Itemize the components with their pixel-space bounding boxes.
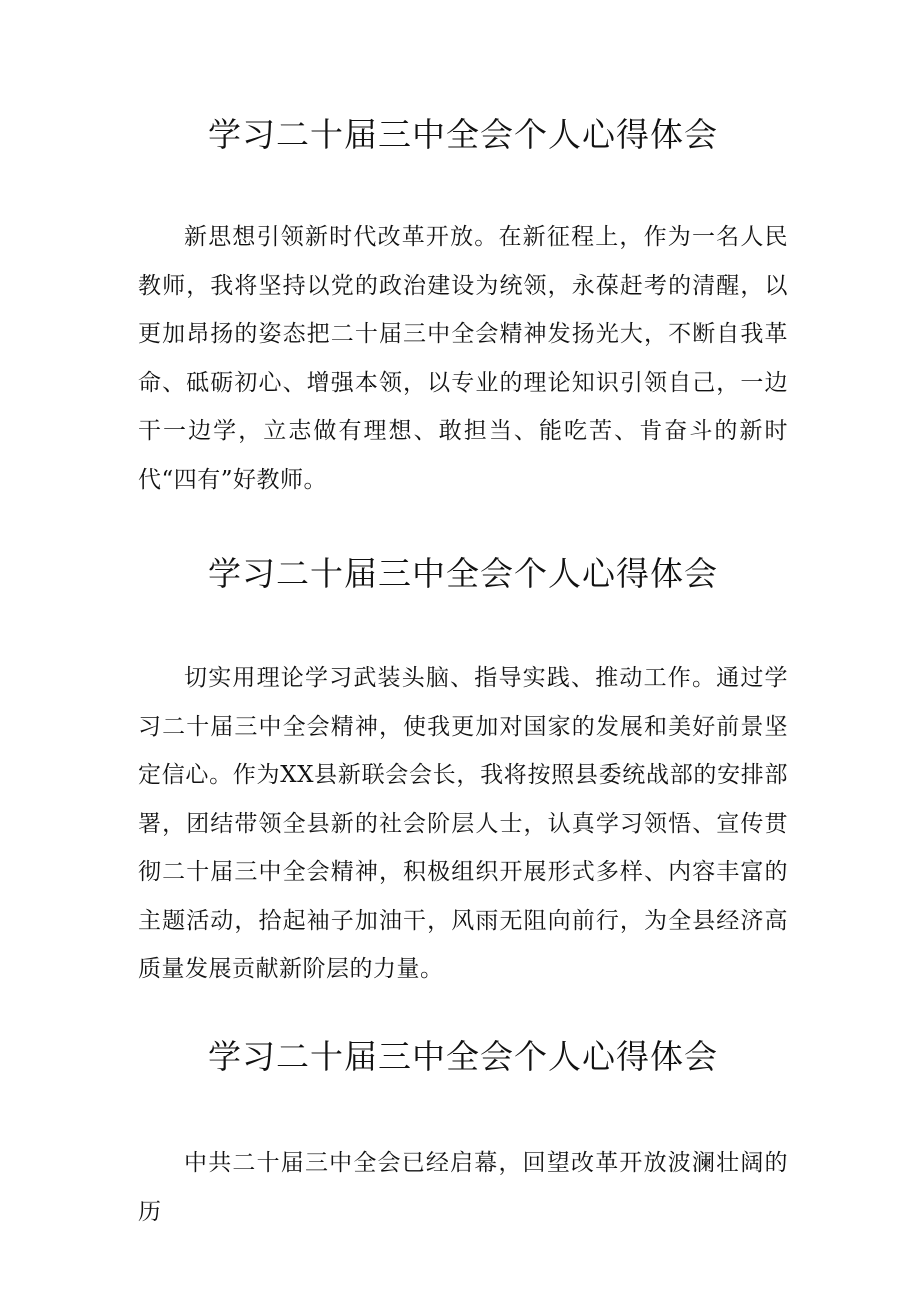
article-section-1 — [138, 113, 788, 504]
section-2-title: 学习二十届三中全会个人心得体会 — [208, 554, 718, 593]
article-section-3 — [138, 1035, 788, 1236]
section-3-body: 中共二十届三中全会已经启幕，回望改革开放波澜壮阔的历 — [138, 1150, 788, 1225]
section-1-title: 学习二十届三中全会个人心得体会 — [208, 115, 718, 154]
article-section-2 — [138, 552, 788, 994]
section-1-body: 新思想引领新时代改革开放。在新征程上，作为一名人民教师，我将坚持以党的政治建设为统领，永葆赶考的清醒，以更加昂扬的姿态把二十届三中全会精神发扬光大，不断自我革命、砥砺初心、增强本领，以专业的理论知识引领自己，一边干一边学，立志做有理想、敢担当、能吃苦、肯奋斗的新时代“四有”好教师。 — [138, 224, 788, 493]
section-3-title: 学习二十届三中全会个人心得体会 — [208, 1037, 718, 1076]
section-2-body: 切实用理论学习武装头脑、指导实践、推动工作。通过学习二十届三中全会精神，使我更加对国家的发展和美好前景坚定信心。作为XX县新联会会长，我将按照县委统战部的安排部署，团结带领全县新的社会阶层人士，认真学习领悟、宣传贯彻二十届三中全会精神，积极组织开展形式多样、内容丰富的主题活动，拾起袖子加油干，风雨无阻向前行，为全县经济高质量发展贡献新阶层的力量。 — [138, 665, 788, 982]
